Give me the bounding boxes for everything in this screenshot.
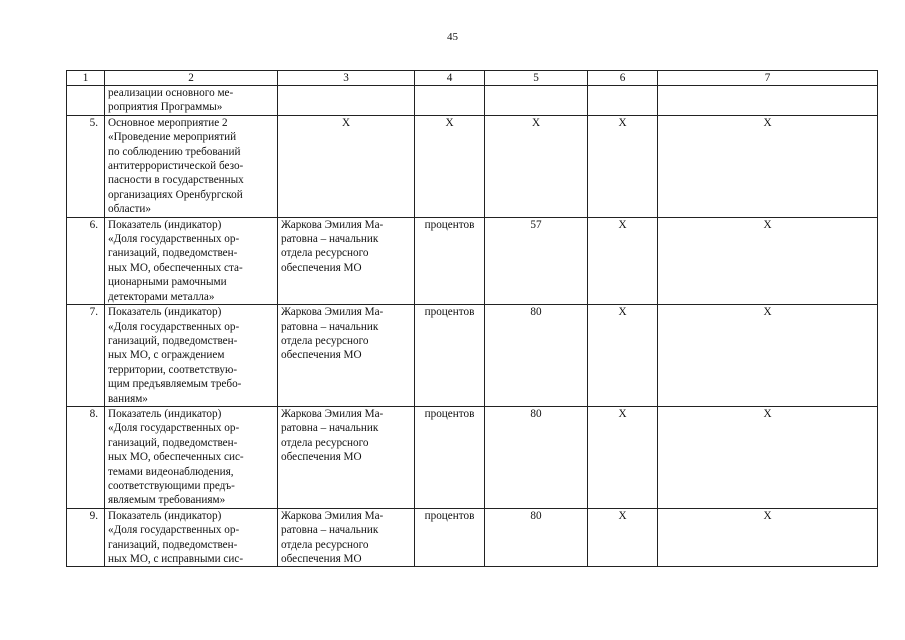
header-cell: 5	[485, 71, 588, 86]
row-col7: X	[658, 305, 878, 407]
row-name: Показатель (индикатор) «Доля государственных ор- ганизаций, подведомствен- ных МО, с исправными сис-	[105, 508, 278, 567]
row-unit: процентов	[415, 217, 485, 304]
header-cell: 3	[278, 71, 415, 86]
table-row	[67, 406, 878, 508]
header-cell: 1	[67, 71, 105, 86]
row-value: X	[485, 115, 588, 217]
row-responsible: Жаркова Эмилия Ма- ратовна – начальник отдела ресурсного обеспечения МО	[278, 217, 415, 304]
row-number: 6.	[67, 217, 105, 304]
row-responsible: Жаркова Эмилия Ма- ратовна – начальник отдела ресурсного обеспечения МО	[278, 406, 415, 508]
row-unit: процентов	[415, 305, 485, 407]
row-name: Основное мероприятие 2 «Проведение мероприятий по соблюдению требований антитеррористической безо- пасности в государственных организациях Оренбургской области»	[105, 115, 278, 217]
row-unit: процентов	[415, 508, 485, 567]
row-col7	[658, 86, 878, 116]
row-number	[67, 86, 105, 116]
row-col6: X	[588, 406, 658, 508]
table-header-row	[67, 71, 878, 86]
row-value: 57	[485, 217, 588, 304]
row-number: 5.	[67, 115, 105, 217]
row-col7: X	[658, 508, 878, 567]
row-name: реализации основного ме- роприятия Программы»	[105, 86, 278, 116]
row-number: 9.	[67, 508, 105, 567]
indicators-table	[66, 70, 878, 567]
row-unit: процентов	[415, 406, 485, 508]
row-name: Показатель (индикатор) «Доля государственных ор- ганизаций, подведомствен- ных МО, с ограждением территории, соответствую- щим предъявляемым требо- ваниям»	[105, 305, 278, 407]
row-number: 8.	[67, 406, 105, 508]
page-number: 45	[447, 31, 458, 43]
row-number: 7.	[67, 305, 105, 407]
row-value: 80	[485, 508, 588, 567]
table-row	[67, 217, 878, 304]
table-row	[67, 115, 878, 217]
row-col7: X	[658, 217, 878, 304]
row-value: 80	[485, 305, 588, 407]
row-col6	[588, 86, 658, 116]
header-cell: 7	[658, 71, 878, 86]
row-col7: X	[658, 406, 878, 508]
row-value: 80	[485, 406, 588, 508]
table-row	[67, 508, 878, 567]
row-name: Показатель (индикатор) «Доля государственных ор- ганизаций, подведомствен- ных МО, обеспеченных сис- темами видеонаблюдения, соответствующими предъ- являемым требованиям»	[105, 406, 278, 508]
row-unit: X	[415, 115, 485, 217]
table-row	[67, 86, 878, 116]
table-row	[67, 305, 878, 407]
row-col7: X	[658, 115, 878, 217]
header-cell: 4	[415, 71, 485, 86]
row-value	[485, 86, 588, 116]
header-cell: 6	[588, 71, 658, 86]
row-name: Показатель (индикатор) «Доля государственных ор- ганизаций, подведомствен- ных МО, обеспеченных ста- ционарными рамочными детекторами металла»	[105, 217, 278, 304]
row-responsible	[278, 86, 415, 116]
row-unit	[415, 86, 485, 116]
row-responsible: Жаркова Эмилия Ма- ратовна – начальник отдела ресурсного обеспечения МО	[278, 305, 415, 407]
row-col6: X	[588, 508, 658, 567]
row-responsible: Жаркова Эмилия Ма- ратовна – начальник отдела ресурсного обеспечения МО	[278, 508, 415, 567]
row-col6: X	[588, 305, 658, 407]
row-col6: X	[588, 217, 658, 304]
row-col6: X	[588, 115, 658, 217]
row-responsible: X	[278, 115, 415, 217]
header-cell: 2	[105, 71, 278, 86]
